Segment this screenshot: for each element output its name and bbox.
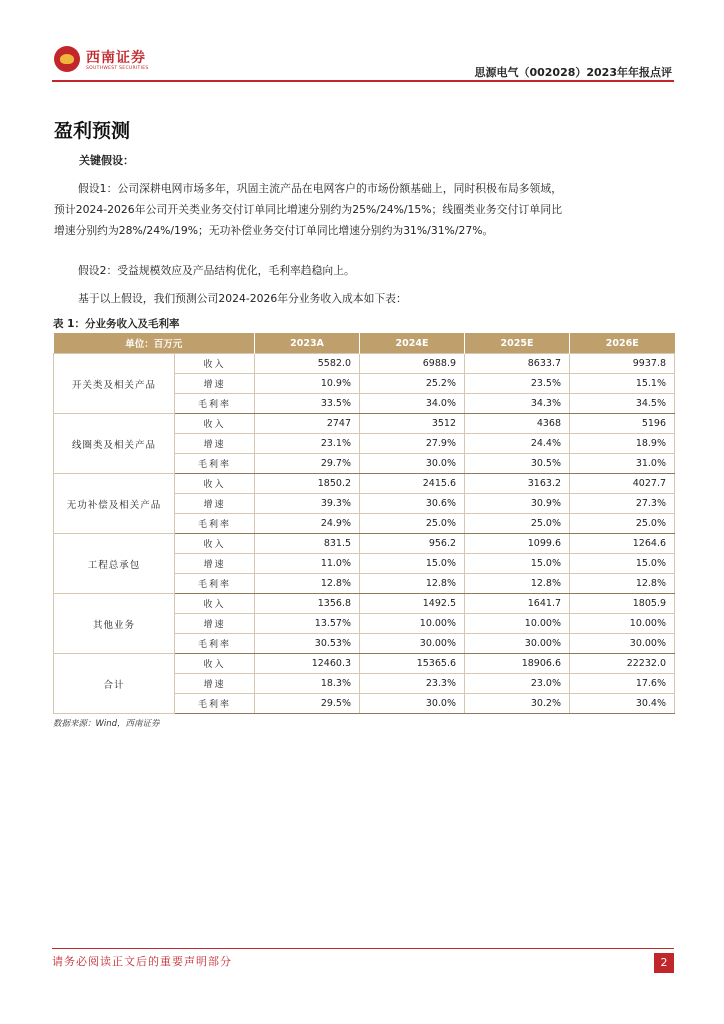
table-row bbox=[54, 474, 675, 494]
metric-cell: 毛利率 bbox=[175, 514, 255, 534]
category-cell: 合计 bbox=[54, 654, 175, 714]
value-cell: 30.4% bbox=[570, 694, 675, 714]
value-cell: 27.9% bbox=[360, 434, 465, 454]
value-cell: 4368 bbox=[465, 414, 570, 434]
value-cell: 23.1% bbox=[255, 434, 360, 454]
table-source: 数据来源：Wind，西南证券 bbox=[53, 719, 160, 729]
value-cell: 1492.5 bbox=[360, 594, 465, 614]
value-cell: 1641.7 bbox=[465, 594, 570, 614]
metric-cell: 收入 bbox=[175, 594, 255, 614]
value-cell: 6988.9 bbox=[360, 354, 465, 374]
table-row bbox=[54, 594, 675, 614]
value-cell: 30.53% bbox=[255, 634, 360, 654]
value-cell: 24.4% bbox=[465, 434, 570, 454]
logo-text: 西南证券 bbox=[86, 50, 146, 66]
value-cell: 12.8% bbox=[570, 574, 675, 594]
page-number: 2 bbox=[654, 953, 674, 973]
value-cell: 39.3% bbox=[255, 494, 360, 514]
value-cell: 23.5% bbox=[465, 374, 570, 394]
value-cell: 30.0% bbox=[360, 454, 465, 474]
value-cell: 30.00% bbox=[360, 634, 465, 654]
year-header: 2025E bbox=[465, 333, 570, 354]
value-cell: 956.2 bbox=[360, 534, 465, 554]
category-cell: 工程总承包 bbox=[54, 534, 175, 594]
value-cell: 22232.0 bbox=[570, 654, 675, 674]
category-cell: 开关类及相关产品 bbox=[54, 354, 175, 414]
value-cell: 1099.6 bbox=[465, 534, 570, 554]
metric-cell: 毛利率 bbox=[175, 454, 255, 474]
value-cell: 831.5 bbox=[255, 534, 360, 554]
value-cell: 34.0% bbox=[360, 394, 465, 414]
category-cell: 其他业务 bbox=[54, 594, 175, 654]
year-header: 2023A bbox=[255, 333, 360, 354]
value-cell: 33.5% bbox=[255, 394, 360, 414]
value-cell: 30.00% bbox=[465, 634, 570, 654]
metric-cell: 增速 bbox=[175, 554, 255, 574]
table-header-row bbox=[54, 333, 675, 354]
metric-cell: 增速 bbox=[175, 374, 255, 394]
value-cell: 23.3% bbox=[360, 674, 465, 694]
table-row bbox=[54, 534, 675, 554]
value-cell: 34.3% bbox=[465, 394, 570, 414]
metric-cell: 增速 bbox=[175, 494, 255, 514]
value-cell: 17.6% bbox=[570, 674, 675, 694]
value-cell: 8633.7 bbox=[465, 354, 570, 374]
value-cell: 18.9% bbox=[570, 434, 675, 454]
value-cell: 12460.3 bbox=[255, 654, 360, 674]
paragraph-forecast-intro: 基于以上假设，我们预测公司2024-2026年分业务收入成本如下表： bbox=[78, 292, 407, 305]
value-cell: 30.5% bbox=[465, 454, 570, 474]
paragraph-assumption-1: 假设1：公司深耕电网市场多年，巩固主流产品在电网客户的市场份额基础上，同时积极布局多领域，预计2024-2026年公司开关类业务交付订单同比增速分别约为25%/24%/15%；线圈类业务交付订单同比增速分别约为28%/24%/19%；无功补偿业务交付订单同比增速分别约为31%/31%/27%。 bbox=[54, 182, 562, 237]
value-cell: 25.2% bbox=[360, 374, 465, 394]
header-divider bbox=[52, 80, 674, 82]
metric-cell: 收入 bbox=[175, 354, 255, 374]
table-row bbox=[54, 354, 675, 374]
metric-cell: 毛利率 bbox=[175, 394, 255, 414]
value-cell: 30.0% bbox=[360, 694, 465, 714]
logo-subtext: SOUTHWEST SECURITIES bbox=[86, 66, 149, 71]
paragraph-assumption-2: 假设2：受益规模效应及产品结构优化，毛利率趋稳向上。 bbox=[78, 264, 355, 277]
value-cell: 15.0% bbox=[360, 554, 465, 574]
value-cell: 2747 bbox=[255, 414, 360, 434]
value-cell: 15.0% bbox=[465, 554, 570, 574]
value-cell: 1356.8 bbox=[255, 594, 360, 614]
metric-cell: 毛利率 bbox=[175, 634, 255, 654]
value-cell: 25.0% bbox=[360, 514, 465, 534]
value-cell: 25.0% bbox=[570, 514, 675, 534]
value-cell: 11.0% bbox=[255, 554, 360, 574]
value-cell: 10.9% bbox=[255, 374, 360, 394]
value-cell: 15.1% bbox=[570, 374, 675, 394]
metric-cell: 收入 bbox=[175, 534, 255, 554]
value-cell: 1264.6 bbox=[570, 534, 675, 554]
table-title: 表 1：分业务收入及毛利率 bbox=[53, 318, 180, 330]
metric-cell: 收入 bbox=[175, 474, 255, 494]
value-cell: 12.8% bbox=[255, 574, 360, 594]
value-cell: 5196 bbox=[570, 414, 675, 434]
value-cell: 18906.6 bbox=[465, 654, 570, 674]
value-cell: 2415.6 bbox=[360, 474, 465, 494]
metric-cell: 毛利率 bbox=[175, 694, 255, 714]
value-cell: 23.0% bbox=[465, 674, 570, 694]
value-cell: 30.2% bbox=[465, 694, 570, 714]
value-cell: 13.57% bbox=[255, 614, 360, 634]
value-cell: 12.8% bbox=[465, 574, 570, 594]
value-cell: 10.00% bbox=[360, 614, 465, 634]
forecast-table bbox=[53, 333, 675, 714]
metric-cell: 增速 bbox=[175, 614, 255, 634]
value-cell: 29.5% bbox=[255, 694, 360, 714]
value-cell: 4027.7 bbox=[570, 474, 675, 494]
value-cell: 15.0% bbox=[570, 554, 675, 574]
value-cell: 30.6% bbox=[360, 494, 465, 514]
value-cell: 30.00% bbox=[570, 634, 675, 654]
value-cell: 1850.2 bbox=[255, 474, 360, 494]
category-cell: 线圈类及相关产品 bbox=[54, 414, 175, 474]
value-cell: 31.0% bbox=[570, 454, 675, 474]
value-cell: 5582.0 bbox=[255, 354, 360, 374]
metric-cell: 增速 bbox=[175, 434, 255, 454]
table-row bbox=[54, 654, 675, 674]
page-header bbox=[0, 0, 724, 82]
value-cell: 3512 bbox=[360, 414, 465, 434]
year-header: 2026E bbox=[570, 333, 675, 354]
value-cell: 3163.2 bbox=[465, 474, 570, 494]
value-cell: 10.00% bbox=[465, 614, 570, 634]
value-cell: 12.8% bbox=[360, 574, 465, 594]
metric-cell: 收入 bbox=[175, 414, 255, 434]
logo-icon bbox=[54, 46, 80, 72]
metric-cell: 毛利率 bbox=[175, 574, 255, 594]
value-cell: 27.3% bbox=[570, 494, 675, 514]
metric-cell: 增速 bbox=[175, 674, 255, 694]
value-cell: 15365.6 bbox=[360, 654, 465, 674]
value-cell: 1805.9 bbox=[570, 594, 675, 614]
value-cell: 30.9% bbox=[465, 494, 570, 514]
value-cell: 29.7% bbox=[255, 454, 360, 474]
footer-divider bbox=[52, 948, 674, 949]
value-cell: 34.5% bbox=[570, 394, 675, 414]
value-cell: 24.9% bbox=[255, 514, 360, 534]
metric-cell: 收入 bbox=[175, 654, 255, 674]
value-cell: 10.00% bbox=[570, 614, 675, 634]
year-header: 2024E bbox=[360, 333, 465, 354]
value-cell: 9937.8 bbox=[570, 354, 675, 374]
value-cell: 18.3% bbox=[255, 674, 360, 694]
category-cell: 无功补偿及相关产品 bbox=[54, 474, 175, 534]
unit-header: 单位：百万元 bbox=[54, 333, 255, 354]
section-title: 盈利预测 bbox=[54, 120, 131, 142]
report-title: 思源电气（002028）2023年年报点评 bbox=[474, 66, 672, 79]
footer-disclaimer: 请务必阅读正文后的重要声明部分 bbox=[52, 955, 232, 968]
value-cell: 25.0% bbox=[465, 514, 570, 534]
assumptions-label: 关键假设： bbox=[79, 154, 134, 167]
table-row bbox=[54, 414, 675, 434]
